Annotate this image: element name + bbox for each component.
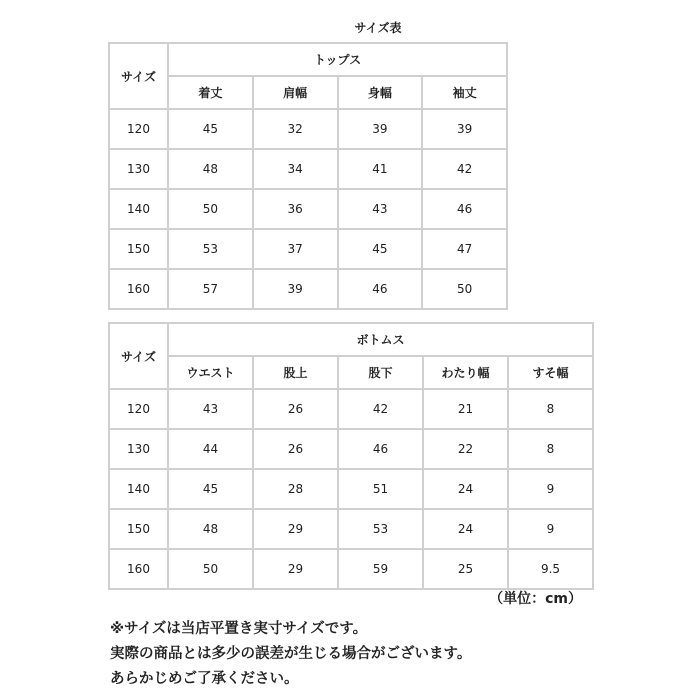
measurement-cell: 8 <box>508 429 593 469</box>
measurement-cell: 24 <box>423 509 508 549</box>
table-row <box>109 229 507 269</box>
measurement-cell: 43 <box>168 389 253 429</box>
page-title: サイズ表 <box>354 21 402 35</box>
measurement-cell: 47 <box>422 229 507 269</box>
measurement-cell: 50 <box>168 549 253 589</box>
measurement-cell: 25 <box>423 549 508 589</box>
unit-label: （単位：cm） <box>489 591 582 607</box>
measurement-cell: 39 <box>422 109 507 149</box>
size-cell: 130 <box>109 149 168 189</box>
tops-group-header: トップス <box>168 43 507 76</box>
measurement-cell: 28 <box>253 469 338 509</box>
measurement-cell: 43 <box>338 189 423 229</box>
size-cell: 160 <box>109 549 168 589</box>
measurement-cell: 53 <box>338 509 423 549</box>
measurement-cell: 36 <box>253 189 338 229</box>
size-cell: 130 <box>109 429 168 469</box>
measurement-cell: 37 <box>253 229 338 269</box>
size-cell: 140 <box>109 189 168 229</box>
measurement-cell: 21 <box>423 389 508 429</box>
size-cell: 140 <box>109 469 168 509</box>
measurement-cell: 42 <box>338 389 423 429</box>
table-row <box>109 509 593 549</box>
table-row <box>109 429 593 469</box>
bottoms-group-header: ボトムス <box>168 323 593 356</box>
tops-size-table <box>108 42 508 310</box>
table-row <box>109 109 507 149</box>
size-cell: 160 <box>109 269 168 309</box>
column-header: 股下 <box>338 356 423 389</box>
column-header: わたり幅 <box>423 356 508 389</box>
measurement-cell: 39 <box>338 109 423 149</box>
measurement-cell: 46 <box>422 189 507 229</box>
note-line: ※サイズは当店平置き実寸サイズです。 <box>110 621 368 637</box>
measurement-cell: 26 <box>253 429 338 469</box>
table-row <box>109 389 593 429</box>
measurement-cell: 9.5 <box>508 549 593 589</box>
bottoms-size-table <box>108 322 594 590</box>
measurement-cell: 45 <box>338 229 423 269</box>
table-row <box>109 269 507 309</box>
column-header: 身幅 <box>338 76 423 109</box>
measurement-cell: 57 <box>168 269 253 309</box>
measurement-cell: 44 <box>168 429 253 469</box>
size-cell: 150 <box>109 509 168 549</box>
measurement-cell: 32 <box>253 109 338 149</box>
measurement-cell: 26 <box>253 389 338 429</box>
column-header: 袖丈 <box>422 76 507 109</box>
measurement-cell: 29 <box>253 549 338 589</box>
measurement-cell: 42 <box>422 149 507 189</box>
column-header: すそ幅 <box>508 356 593 389</box>
measurement-cell: 45 <box>168 109 253 149</box>
measurement-cell: 39 <box>253 269 338 309</box>
note-line: あらかじめご了承ください。 <box>110 671 299 687</box>
measurement-cell: 22 <box>423 429 508 469</box>
measurement-cell: 9 <box>508 469 593 509</box>
measurement-cell: 59 <box>338 549 423 589</box>
measurement-cell: 46 <box>338 269 423 309</box>
note-line: 実際の商品とは多少の誤差が生じる場合がございます。 <box>110 646 472 662</box>
size-cell: 120 <box>109 389 168 429</box>
measurement-cell: 48 <box>168 509 253 549</box>
size-cell: 150 <box>109 229 168 269</box>
size-cell: 120 <box>109 109 168 149</box>
measurement-cell: 41 <box>338 149 423 189</box>
measurement-cell: 24 <box>423 469 508 509</box>
measurement-cell: 46 <box>338 429 423 469</box>
measurement-cell: 34 <box>253 149 338 189</box>
table-row <box>109 469 593 509</box>
column-header: 肩幅 <box>253 76 338 109</box>
column-header: ウエスト <box>168 356 253 389</box>
measurement-cell: 53 <box>168 229 253 269</box>
table-row <box>109 149 507 189</box>
size-header: サイズ <box>109 323 168 389</box>
measurement-cell: 29 <box>253 509 338 549</box>
table-row <box>109 549 593 589</box>
measurement-cell: 50 <box>168 189 253 229</box>
measurement-cell: 45 <box>168 469 253 509</box>
column-header: 股上 <box>253 356 338 389</box>
measurement-cell: 9 <box>508 509 593 549</box>
measurement-cell: 51 <box>338 469 423 509</box>
column-header: 着丈 <box>168 76 253 109</box>
measurement-cell: 48 <box>168 149 253 189</box>
measurement-cell: 8 <box>508 389 593 429</box>
measurement-cell: 50 <box>422 269 507 309</box>
size-header: サイズ <box>109 43 168 109</box>
table-row <box>109 189 507 229</box>
